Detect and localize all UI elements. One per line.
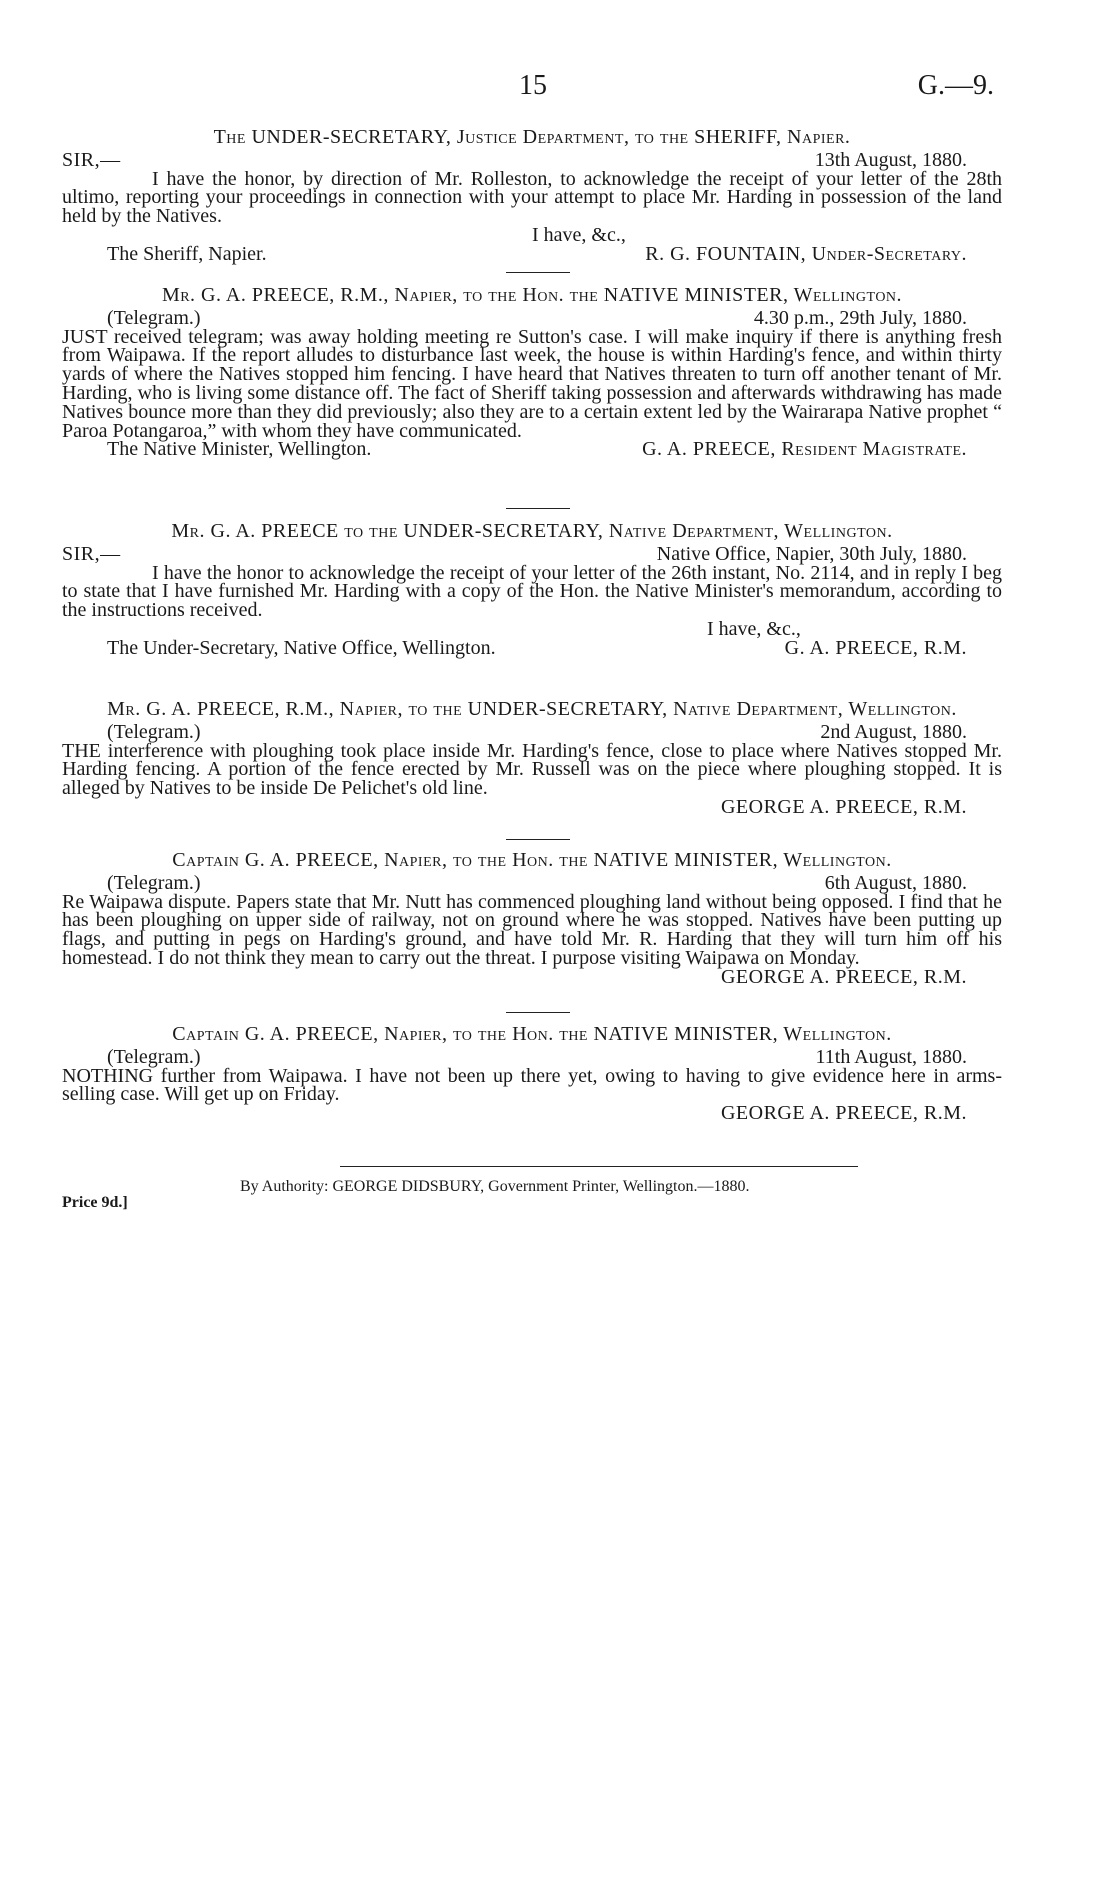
- letter-3-body: I have the honor to acknowledge the receipt of your letter of the 26th instant, No. 2114, and in reply I beg to state that I have furnished Mr. Harding with a copy of the Hon. the Native Minister's memorandum, according to the instructions received.: [62, 561, 1002, 622]
- footer-imprint: By Authority: GEORGE DIDSBURY, Government Printer, Wellington.—1880.: [240, 1178, 750, 1195]
- letter-5-type: (Telegram.): [107, 871, 201, 894]
- letter-1-body: I have the honor, by direction of Mr. Rolleston, to acknowledge the receipt of your letter of the 28th ultimo, reporting your proceedings in connection with your attempt to place Mr. Harding in possession of the land held by the Natives.: [62, 167, 1002, 228]
- letter-4-type: (Telegram.): [107, 720, 201, 743]
- letter-4-date: 2nd August, 1880.: [820, 720, 967, 743]
- document-reference: G.—9.: [917, 70, 994, 101]
- letter-4: [62, 700, 1002, 817]
- letter-2-body: JUST received telegram; was away holding meeting re Sutton's case. I will make inquiry if there is anything fresh from Waipawa. If the report alludes to disturbance last week, the house is within Harding's fence, and within thirty yards of where the Natives stopped him fencing. I have heard that Natives threaten to turn off another tenant of Mr. Harding, who is living some distance off. The fact of Sheriff taking possession and afterwards withdrawing has made Natives bounce more than they did previously; also they are to a certain extent led by the Wairarapa Native prophet “ Paroa Potangaroa,” with whom they have communicated.: [62, 325, 1002, 442]
- letter-2-signature: G. A. PREECE, Resident Magistrate.: [642, 438, 967, 461]
- letter-2-heading: Mr. G. A. PREECE, R.M., Napier, to the Hon. the NATIVE MINISTER, Wellington.: [161, 284, 903, 306]
- letter-6-signature: GEORGE A. PREECE, R.M.: [720, 1102, 967, 1125]
- letter-1-salutation: SIR,—: [62, 148, 121, 171]
- divider-2: [506, 508, 570, 509]
- letter-5-date: 6th August, 1880.: [824, 871, 967, 894]
- letter-6-date: 11th August, 1880.: [815, 1045, 967, 1068]
- page-number: 15: [519, 70, 547, 101]
- letter-6: [62, 1025, 1002, 1123]
- letter-1-closing: I have, &c.,: [532, 223, 626, 246]
- letter-5-body: Re Waipawa dispute. Papers state that Mr. Nutt has commenced ploughing land without being opposed. I find that he has been ploughing on upper side of railway, not on ground where he was stopped. Natives have been putting up flags, and putting in pegs on Harding's ground, and have told Mr. R. Harding that they will turn him off his homestead. I do not think they mean to carry out the threat. I purpose visiting Waipawa on Monday.: [62, 890, 1002, 969]
- letter-2: [62, 286, 1002, 459]
- divider-1: [506, 272, 570, 273]
- letter-3-closing: I have, &c.,: [707, 617, 801, 640]
- letter-4-heading: Mr. G. A. PREECE, R.M., Napier, to the UNDER-SECRETARY, Native Department, Wellington.: [107, 698, 957, 720]
- letter-5-signature: GEORGE A. PREECE, R.M.: [720, 965, 967, 988]
- letter-3-heading: Mr. G. A. PREECE to the UNDER-SECRETARY, Native Department, Wellington.: [171, 520, 893, 542]
- letter-4-signature: GEORGE A. PREECE, R.M.: [720, 795, 967, 818]
- letter-3-salutation: SIR,—: [62, 542, 121, 565]
- letter-6-heading: Captain G. A. PREECE, Napier, to the Hon. the NATIVE MINISTER, Wellington.: [172, 1023, 892, 1045]
- letter-3: [62, 522, 1002, 658]
- letter-1-addressee: The Sheriff, Napier.: [107, 242, 267, 265]
- letter-4-body: THE interference with ploughing took place inside Mr. Harding's fence, close to place where Natives stopped Mr. Harding fencing. A portion of the fence erected by Mr. Russell was on the piece where ploughing stopped. It is alleged by Natives to be inside De Pelichet's old line.: [62, 739, 1002, 800]
- letter-6-body: NOTHING further from Waipawa. I have not been up there yet, owing to having to give evidence here in arms-selling case. Will get up on Friday.: [62, 1064, 1002, 1106]
- letter-6-type: (Telegram.): [107, 1045, 201, 1068]
- letter-3-signature: G. A. PREECE, R.M.: [784, 636, 967, 659]
- letter-1-signature: R. G. FOUNTAIN, Under-Secretary.: [645, 242, 967, 265]
- letter-1-date: 13th August, 1880.: [814, 148, 967, 171]
- letter-5-heading: Captain G. A. PREECE, Napier, to the Hon. the NATIVE MINISTER, Wellington.: [172, 849, 892, 871]
- letter-2-addressee: The Native Minister, Wellington.: [107, 438, 372, 461]
- letter-1-heading: The UNDER-SECRETARY, Justice Department, to the SHERIFF, Napier.: [213, 126, 851, 148]
- letter-3-date: Native Office, Napier, 30th July, 1880.: [656, 542, 967, 565]
- divider-4: [506, 1012, 570, 1013]
- letter-2-type: (Telegram.): [107, 306, 201, 329]
- footer-rule: [340, 1166, 858, 1167]
- letter-1: [62, 128, 1002, 264]
- letter-2-date: 4.30 p.m., 29th July, 1880.: [753, 306, 967, 329]
- footer-price: Price 9d.]: [62, 1194, 128, 1211]
- letter-5: [62, 851, 1002, 987]
- divider-3: [506, 839, 570, 840]
- letter-3-addressee: The Under-Secretary, Native Office, Wellington.: [107, 636, 496, 659]
